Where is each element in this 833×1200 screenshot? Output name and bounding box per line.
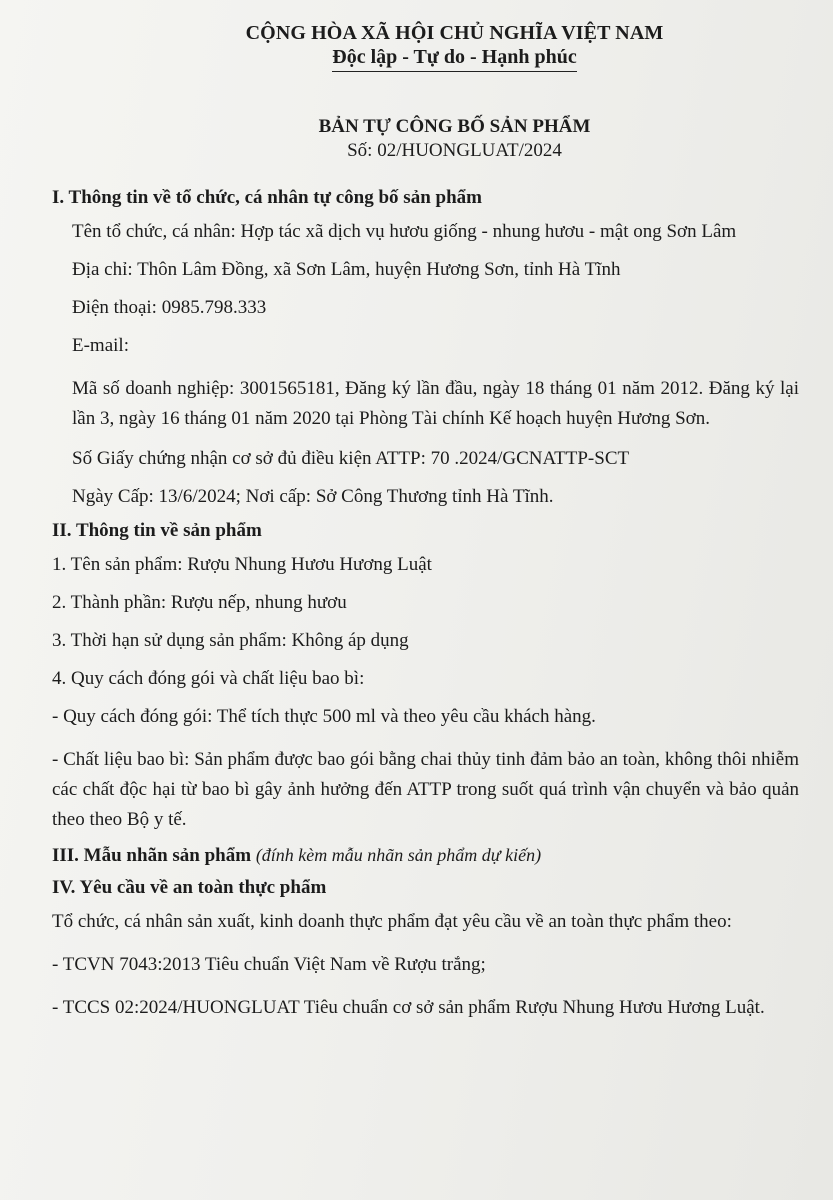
- business-code: Mã số doanh nghiệp: 3001565181, Đăng ký lần đầu, ngày 18 tháng 01 năm 2012. Đăng ký lại lần 3, ngày 16 tháng 01 năm 2020 tại Phòng Tài chính Kế hoạch huyện Hương Sơn.: [72, 378, 799, 429]
- standard-tcvn: - TCVN 7043:2013 Tiêu chuẩn Việt Nam về Rượu trắng;: [52, 954, 486, 975]
- document-body: [52, 187, 799, 1023]
- product-name: 1. Tên sản phẩm: Rượu Nhung Hươu Hương Luật: [52, 554, 432, 575]
- safety-intro: Tổ chức, cá nhân sản xuất, kinh doanh thực phẩm đạt yêu cầu về an toàn thực phẩm theo:: [52, 911, 732, 932]
- certificate-issue: Ngày Cấp: 13/6/2024; Nơi cấp: Sở Công Thương tỉnh Hà Tĩnh.: [72, 486, 554, 507]
- org-address: Địa chỉ: Thôn Lâm Đồng, xã Sơn Lâm, huyện Hương Sơn, tỉnh Hà Tĩnh: [72, 259, 621, 280]
- document-header: [52, 0, 799, 162]
- section-2-title: II. Thông tin về sản phẩm: [52, 520, 262, 541]
- section-1-title: I. Thông tin về tổ chức, cá nhân tự công bố sản phẩm: [52, 187, 482, 208]
- section-4-title: IV. Yêu cầu về an toàn thực phẩm: [52, 877, 327, 898]
- food-safety-certificate: Số Giấy chứng nhận cơ sở đủ điều kiện ATTP: 70 .2024/GCNATTP-SCT: [72, 448, 630, 469]
- section-3-note: (đính kèm mẫu nhãn sản phẩm dự kiến): [255, 845, 542, 865]
- section-3-heading: III. Mẫu nhãn sản phẩm: [52, 845, 252, 866]
- packaging-material: - Chất liệu bao bì: Sản phẩm được bao gói bằng chai thủy tinh đảm bảo an toàn, không thôi nhiễm các chất độc hại từ bao bì gây ảnh hưởng đến ATTP trong suốt quá trình vận chuyển và bảo quản theo theo Bộ y tế.: [52, 749, 799, 830]
- document-title: BẢN TỰ CÔNG BỐ SẢN PHẨM: [318, 116, 591, 137]
- packaging-heading: 4. Quy cách đóng gói và chất liệu bao bì:: [52, 668, 365, 689]
- org-phone: Điện thoại: 0985.798.333: [72, 297, 267, 318]
- org-name: Tên tổ chức, cá nhân: Hợp tác xã dịch vụ hươu giống - nhung hươu - mật ong Sơn Lâm: [72, 221, 737, 242]
- document-number: Số: 02/HUONGLUAT/2024: [347, 140, 562, 161]
- org-email: E-mail:: [72, 335, 129, 356]
- section-3-title: [52, 845, 799, 867]
- product-ingredients: 2. Thành phần: Rượu nếp, nhung hươu: [52, 592, 347, 613]
- product-shelf-life: 3. Thời hạn sử dụng sản phẩm: Không áp dụng: [52, 630, 409, 651]
- national-title: CỘNG HÒA XÃ HỘI CHỦ NGHĨA VIỆT NAM: [245, 22, 664, 44]
- packaging-spec: - Quy cách đóng gói: Thể tích thực 500 ml và theo yêu cầu khách hàng.: [52, 706, 596, 727]
- standard-tccs: - TCCS 02:2024/HUONGLUAT Tiêu chuẩn cơ sở sản phẩm Rượu Nhung Hươu Hương Luật.: [52, 997, 765, 1018]
- national-motto: Độc lập - Tự do - Hạnh phúc: [332, 46, 576, 72]
